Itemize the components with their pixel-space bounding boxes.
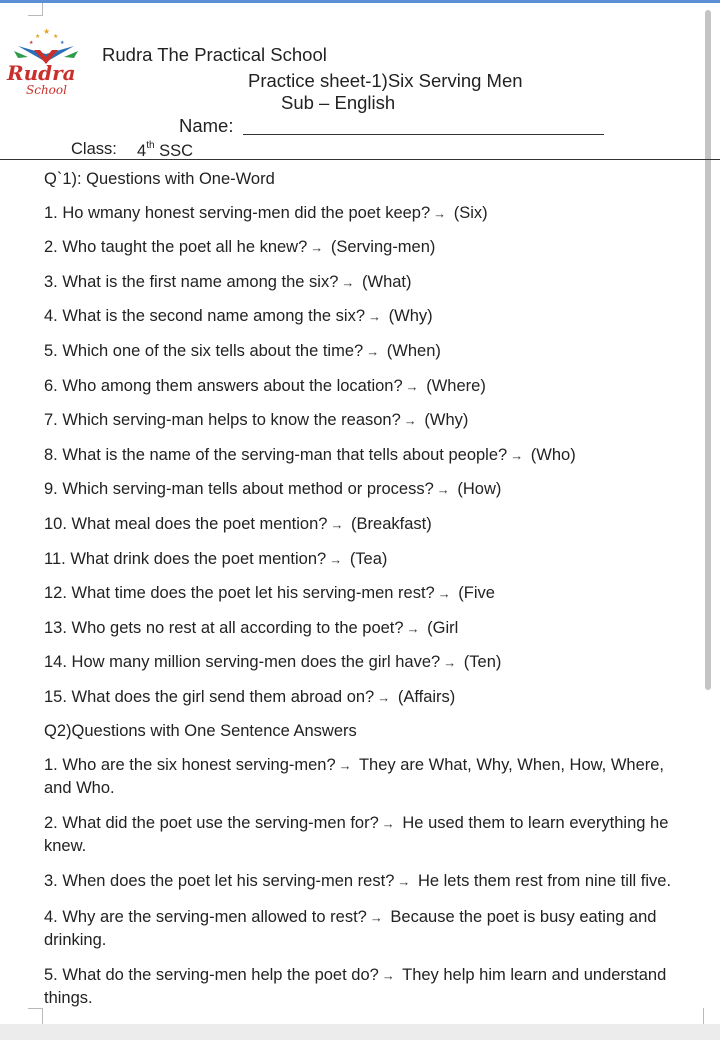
q2-item: [44, 906, 694, 951]
q2-item: [44, 870, 694, 893]
answer-arrow: →: [403, 413, 417, 429]
header-divider: [0, 159, 720, 160]
q1-item: [44, 202, 694, 224]
vertical-scrollbar[interactable]: [705, 10, 711, 690]
question-text: What is the name of the serving-man that tells about people?: [62, 445, 508, 464]
svg-text:★: ★: [60, 40, 65, 46]
answer-arrow: →: [338, 758, 352, 774]
answer-text: (Five: [458, 584, 495, 603]
question-text: What is the first name among the six?: [62, 272, 339, 291]
question-text: When does the poet let his serving-men rest?: [62, 872, 395, 891]
q1-item: [44, 548, 694, 570]
page-corner-mark: [28, 3, 43, 16]
q1-item: [44, 686, 694, 708]
item-number: 12.: [44, 584, 67, 603]
question-text: What does the girl send them abroad on?: [71, 687, 375, 706]
answer-arrow: →: [433, 205, 447, 221]
answer-text: (Why): [424, 411, 469, 430]
answer-arrow: →: [405, 378, 419, 394]
q2-item: [44, 754, 694, 799]
answer-text: (Six): [453, 203, 488, 222]
logo-wordmark: Rudra: [7, 61, 76, 85]
svg-text:★: ★: [29, 40, 34, 46]
question-text: Who gets no rest at all according to the poet?: [71, 618, 404, 637]
q1-item: [44, 340, 694, 362]
q2-heading: Q2)Questions with One Sentence Answers: [44, 721, 357, 740]
sheet-title: Practice sheet-1)Six Serving Men: [248, 70, 523, 91]
item-number: 4.: [44, 908, 58, 927]
q1-item: [44, 478, 694, 500]
item-number: 4.: [44, 307, 58, 326]
answer-arrow: →: [381, 816, 395, 832]
item-number: 1.: [44, 756, 58, 775]
bottom-scroll-area: [0, 1024, 720, 1040]
answer-text: (Girl: [427, 618, 459, 637]
answer-arrow: →: [397, 874, 411, 890]
item-number: 1.: [44, 203, 58, 222]
item-number: 11.: [44, 549, 66, 568]
answer-text: (Ten): [463, 653, 502, 672]
logo-stars: [29, 27, 65, 46]
item-number: 14.: [44, 653, 67, 672]
answer-arrow: →: [377, 689, 391, 705]
answer-text: (Where): [426, 376, 486, 395]
answer-arrow: →: [437, 586, 451, 602]
question-text: How many million serving-men does the girl have?: [71, 653, 441, 672]
question-text: What do the serving-men help the poet do?: [62, 966, 379, 985]
question-text: What is the second name among the six?: [62, 307, 366, 326]
question-text: Who among them answers about the location?: [62, 376, 403, 395]
question-text: Who are the six honest serving-men?: [62, 756, 336, 775]
svg-text:★: ★: [35, 33, 41, 40]
q2-question-list: [44, 754, 694, 1009]
item-number: 2.: [44, 814, 58, 833]
answer-arrow: →: [510, 447, 524, 463]
answer-arrow: →: [366, 343, 380, 359]
class-grade-suffix: th: [146, 140, 155, 151]
school-logo: [6, 24, 88, 102]
q1-item: [44, 444, 694, 466]
answer-text: Because the poet is busy eating and drinking.: [44, 908, 657, 950]
answer-text: (Serving-men): [330, 238, 436, 257]
question-text: What meal does the poet mention?: [71, 514, 328, 533]
answer-arrow: →: [406, 620, 420, 636]
name-label: Name:: [179, 115, 234, 136]
question-text: What time does the poet let his serving-men rest?: [71, 584, 435, 603]
item-number: 9.: [44, 480, 58, 499]
item-number: 5.: [44, 341, 58, 360]
q2-item: [44, 964, 694, 1009]
q1-item: [44, 617, 694, 639]
item-number: 10.: [44, 514, 67, 533]
q1-item: [44, 236, 694, 258]
q1-item: [44, 582, 694, 604]
item-number: 7.: [44, 411, 58, 430]
question-text: Who taught the poet all he knew?: [62, 238, 308, 257]
q1-item: [44, 409, 694, 431]
class-value: [137, 140, 193, 161]
question-text: Ho wmany honest serving-men did the poet keep?: [62, 203, 431, 222]
answer-arrow: →: [341, 274, 355, 290]
answer-text: (Who): [530, 445, 576, 464]
q1-item: [44, 271, 694, 293]
worksheet-content: [44, 169, 694, 1009]
question-text: What did the poet use the serving-men for?: [62, 814, 379, 833]
item-number: 8.: [44, 445, 58, 464]
top-accent-bar: [0, 0, 720, 3]
answer-text: He lets them rest from nine till five.: [417, 872, 672, 891]
answer-arrow: →: [330, 516, 344, 532]
svg-text:★: ★: [53, 33, 59, 40]
q1-heading: Q`1): Questions with One-Word: [44, 170, 275, 188]
item-number: 15.: [44, 687, 67, 706]
answer-arrow: →: [436, 482, 450, 498]
answer-text: (Breakfast): [351, 514, 432, 533]
class-label: Class:: [71, 140, 117, 158]
question-text: Which serving-man helps to know the reason?: [62, 411, 401, 430]
item-number: 13.: [44, 618, 67, 637]
q1-item: [44, 513, 694, 535]
answer-text: (How): [457, 480, 502, 499]
answer-text: (Tea): [349, 549, 388, 568]
subject-line: Sub – English: [281, 92, 396, 113]
q2-item: [44, 812, 694, 857]
answer-text: They are What, Why, When, How, Where, and Who.: [44, 756, 665, 798]
item-number: 2.: [44, 238, 58, 257]
item-number: 3.: [44, 872, 58, 891]
school-name: Rudra The Practical School: [102, 44, 327, 65]
answer-text: (Why): [388, 307, 433, 326]
question-text: Which one of the six tells about the time?: [62, 341, 364, 360]
q1-question-list: [44, 202, 694, 708]
q1-item: [44, 651, 694, 673]
question-text: What drink does the poet mention?: [70, 549, 327, 568]
question-text: Which serving-man tells about method or process?: [62, 480, 434, 499]
name-blank-line: [243, 134, 604, 135]
answer-text: He used them to learn everything he knew.: [44, 814, 669, 856]
item-number: 3.: [44, 272, 58, 291]
class-grade: 4: [137, 142, 147, 160]
class-board: SSC: [159, 142, 194, 160]
q1-item: [44, 375, 694, 397]
answer-text: (Affairs): [397, 687, 456, 706]
item-number: 6.: [44, 376, 58, 395]
logo-subtext: School: [26, 83, 67, 97]
answer-text: They help him learn and understand things.: [44, 966, 667, 1008]
answer-text: (When): [386, 341, 441, 360]
answer-text: (What): [362, 272, 412, 291]
answer-arrow: →: [369, 910, 383, 926]
answer-arrow: →: [443, 655, 457, 671]
answer-arrow: →: [368, 309, 382, 325]
answer-arrow: →: [329, 551, 343, 567]
q1-item: [44, 305, 694, 327]
question-text: Why are the serving-men allowed to rest?: [62, 908, 367, 927]
answer-arrow: →: [310, 240, 324, 256]
svg-text:★: ★: [43, 27, 51, 36]
answer-arrow: →: [381, 968, 395, 984]
item-number: 5.: [44, 966, 58, 985]
